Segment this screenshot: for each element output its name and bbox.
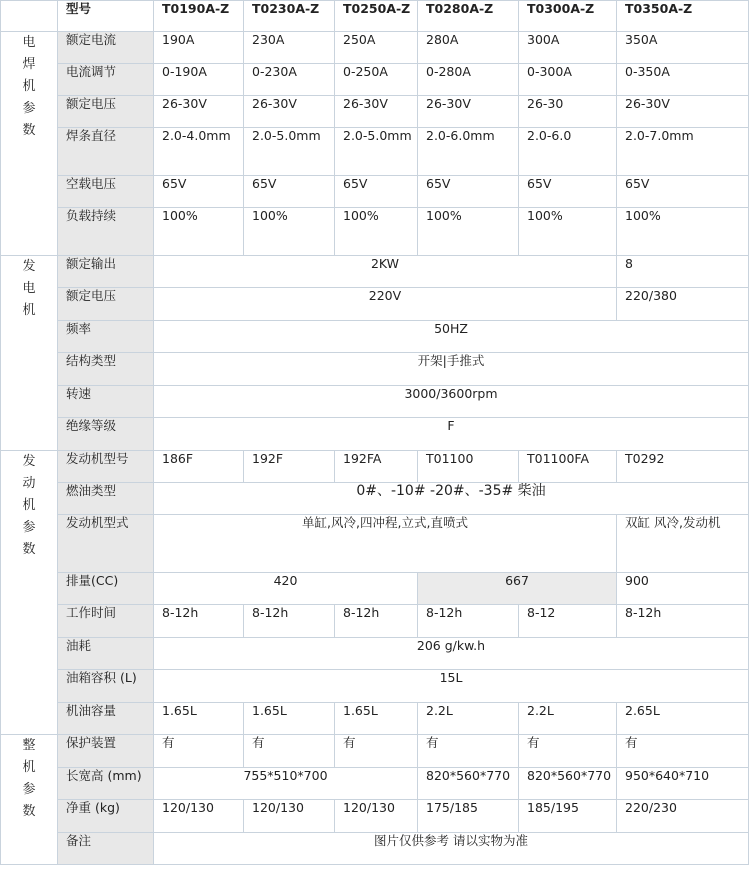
cell: 0-280A <box>418 64 519 96</box>
cell: 2.0-6.0mm <box>418 128 519 176</box>
row-label: 发动机型式 <box>58 515 154 573</box>
cell: 65V <box>418 176 519 208</box>
group-label: 发动机参数 <box>22 454 36 557</box>
row-label: 结构类型 <box>58 353 154 386</box>
cell: 120/130 <box>154 800 244 833</box>
cell: 8-12h <box>418 605 519 638</box>
cell: 0-230A <box>244 64 335 96</box>
cell: 26-30V <box>617 96 749 128</box>
cell: 175/185 <box>418 800 519 833</box>
cell: 230A <box>244 32 335 64</box>
cell: 192FA <box>335 451 418 483</box>
cell: 2.0-5.0mm <box>244 128 335 176</box>
merged-cell: 15L <box>154 670 749 703</box>
cell: 100% <box>154 208 244 256</box>
cell: 820*560*770 <box>519 768 617 800</box>
table-row <box>1 64 749 96</box>
cell: 2.0-4.0mm <box>154 128 244 176</box>
row-label: 发动机型号 <box>58 451 154 483</box>
cell: 8-12h <box>617 605 749 638</box>
model-name: T0300A-Z <box>519 1 617 32</box>
cell: 有 <box>418 735 519 768</box>
table-row <box>1 321 749 353</box>
cell: 有 <box>335 735 418 768</box>
cell: T01100FA <box>519 451 617 483</box>
merged-cell: 755*510*700 <box>154 768 418 800</box>
row-label: 负载持续 <box>58 208 154 256</box>
cell: 350A <box>617 32 749 64</box>
cell: 有 <box>617 735 749 768</box>
cell: 0-190A <box>154 64 244 96</box>
cell: 有 <box>244 735 335 768</box>
cell: T0292 <box>617 451 749 483</box>
table-row <box>1 288 749 321</box>
cell: 65V <box>335 176 418 208</box>
merged-cell: 420 <box>154 573 418 605</box>
table-row <box>1 768 749 800</box>
group-label: 电焊机参数 <box>22 35 36 138</box>
cell: 250A <box>335 32 418 64</box>
cell: 2.2L <box>418 703 519 735</box>
row-label: 保护装置 <box>58 735 154 768</box>
group-machine <box>1 735 58 865</box>
cell: 8-12h <box>335 605 418 638</box>
cell: 65V <box>519 176 617 208</box>
merged-cell: 单缸,风冷,四冲程,立式,直喷式 <box>154 515 617 573</box>
merged-cell: 206 g/kw.h <box>154 638 749 670</box>
cell: 2.0-7.0mm <box>617 128 749 176</box>
table-row <box>1 573 749 605</box>
cell: 100% <box>617 208 749 256</box>
cell: 190A <box>154 32 244 64</box>
merged-cell: 0#、-10# -20#、-35# 柴油 <box>154 483 749 515</box>
cell: 1.65L <box>154 703 244 735</box>
cell: 820*560*770 <box>418 768 519 800</box>
table-row <box>1 605 749 638</box>
cell: 8-12h <box>244 605 335 638</box>
table-row <box>1 208 749 256</box>
row-label: 净重 (kg) <box>58 800 154 833</box>
cell: 192F <box>244 451 335 483</box>
cell: 有 <box>519 735 617 768</box>
cell: 26-30 <box>519 96 617 128</box>
cell: 220/380 <box>617 288 749 321</box>
merged-cell: 开架|手推式 <box>154 353 749 386</box>
model-name: T0230A-Z <box>244 1 335 32</box>
merged-cell: 3000/3600rpm <box>154 386 749 418</box>
cell: 120/130 <box>244 800 335 833</box>
row-label: 转速 <box>58 386 154 418</box>
cell: 186F <box>154 451 244 483</box>
table-row <box>1 670 749 703</box>
table-row <box>1 418 749 451</box>
group-label: 发电机 <box>22 259 36 318</box>
cell: 65V <box>617 176 749 208</box>
cell: 185/195 <box>519 800 617 833</box>
table-row <box>1 483 749 515</box>
row-label: 油箱容积 (L) <box>58 670 154 703</box>
table-row <box>1 256 749 288</box>
row-label: 焊条直径 <box>58 128 154 176</box>
corner-cell <box>1 1 58 32</box>
cell: 65V <box>244 176 335 208</box>
cell: 280A <box>418 32 519 64</box>
cell: 300A <box>519 32 617 64</box>
group-engine <box>1 451 58 735</box>
row-label: 绝缘等级 <box>58 418 154 451</box>
table-row <box>1 451 749 483</box>
cell: 2.65L <box>617 703 749 735</box>
cell: T01100 <box>418 451 519 483</box>
row-label: 工作时间 <box>58 605 154 638</box>
cell: 26-30V <box>335 96 418 128</box>
cell: 2.0-6.0 <box>519 128 617 176</box>
cell: 900 <box>617 573 749 605</box>
cell: 26-30V <box>244 96 335 128</box>
row-label: 燃油类型 <box>58 483 154 515</box>
model-name: T0250A-Z <box>335 1 418 32</box>
header-row <box>1 1 749 32</box>
cell: 65V <box>154 176 244 208</box>
table-row <box>1 96 749 128</box>
cell: 8-12 <box>519 605 617 638</box>
cell: 120/130 <box>335 800 418 833</box>
row-label: 空载电压 <box>58 176 154 208</box>
table-row <box>1 176 749 208</box>
cell: 1.65L <box>244 703 335 735</box>
table-row <box>1 703 749 735</box>
merged-cell: 图片仅供参考 请以实物为准 <box>154 833 749 865</box>
table-row <box>1 353 749 386</box>
cell: 100% <box>519 208 617 256</box>
cell: 0-300A <box>519 64 617 96</box>
cell: 100% <box>335 208 418 256</box>
group-generator <box>1 256 58 451</box>
model-label: 型号 <box>58 1 154 32</box>
row-label: 电流调节 <box>58 64 154 96</box>
table-row <box>1 515 749 573</box>
cell: 8 <box>617 256 749 288</box>
table-row <box>1 833 749 865</box>
merged-cell: F <box>154 418 749 451</box>
row-label: 额定输出 <box>58 256 154 288</box>
table-row <box>1 386 749 418</box>
cell: 26-30V <box>418 96 519 128</box>
row-label: 额定电压 <box>58 96 154 128</box>
merged-cell: 220V <box>154 288 617 321</box>
table-row <box>1 32 749 64</box>
cell: 2.2L <box>519 703 617 735</box>
row-label: 机油容量 <box>58 703 154 735</box>
cell: 1.65L <box>335 703 418 735</box>
row-label: 长宽高 (mm) <box>58 768 154 800</box>
row-label: 排量(CC) <box>58 573 154 605</box>
cell: 100% <box>244 208 335 256</box>
row-label: 油耗 <box>58 638 154 670</box>
row-label: 额定电压 <box>58 288 154 321</box>
table-row <box>1 638 749 670</box>
row-label: 频率 <box>58 321 154 353</box>
cell: 100% <box>418 208 519 256</box>
model-name: T0190A-Z <box>154 1 244 32</box>
cell: 220/230 <box>617 800 749 833</box>
model-name: T0280A-Z <box>418 1 519 32</box>
table-row <box>1 128 749 176</box>
row-label: 备注 <box>58 833 154 865</box>
cell: 双缸 风冷,发动机 <box>617 515 749 573</box>
merged-cell: 2KW <box>154 256 617 288</box>
merged-cell: 667 <box>418 573 617 605</box>
group-welder <box>1 32 58 256</box>
model-name: T0350A-Z <box>617 1 749 32</box>
cell: 2.0-5.0mm <box>335 128 418 176</box>
cell: 0-250A <box>335 64 418 96</box>
row-label: 额定电流 <box>58 32 154 64</box>
cell: 8-12h <box>154 605 244 638</box>
cell: 有 <box>154 735 244 768</box>
cell: 0-350A <box>617 64 749 96</box>
table-row <box>1 735 749 768</box>
cell: 950*640*710 <box>617 768 749 800</box>
merged-cell: 50HZ <box>154 321 749 353</box>
group-label: 整机参数 <box>22 738 36 819</box>
table-row <box>1 800 749 833</box>
cell: 26-30V <box>154 96 244 128</box>
